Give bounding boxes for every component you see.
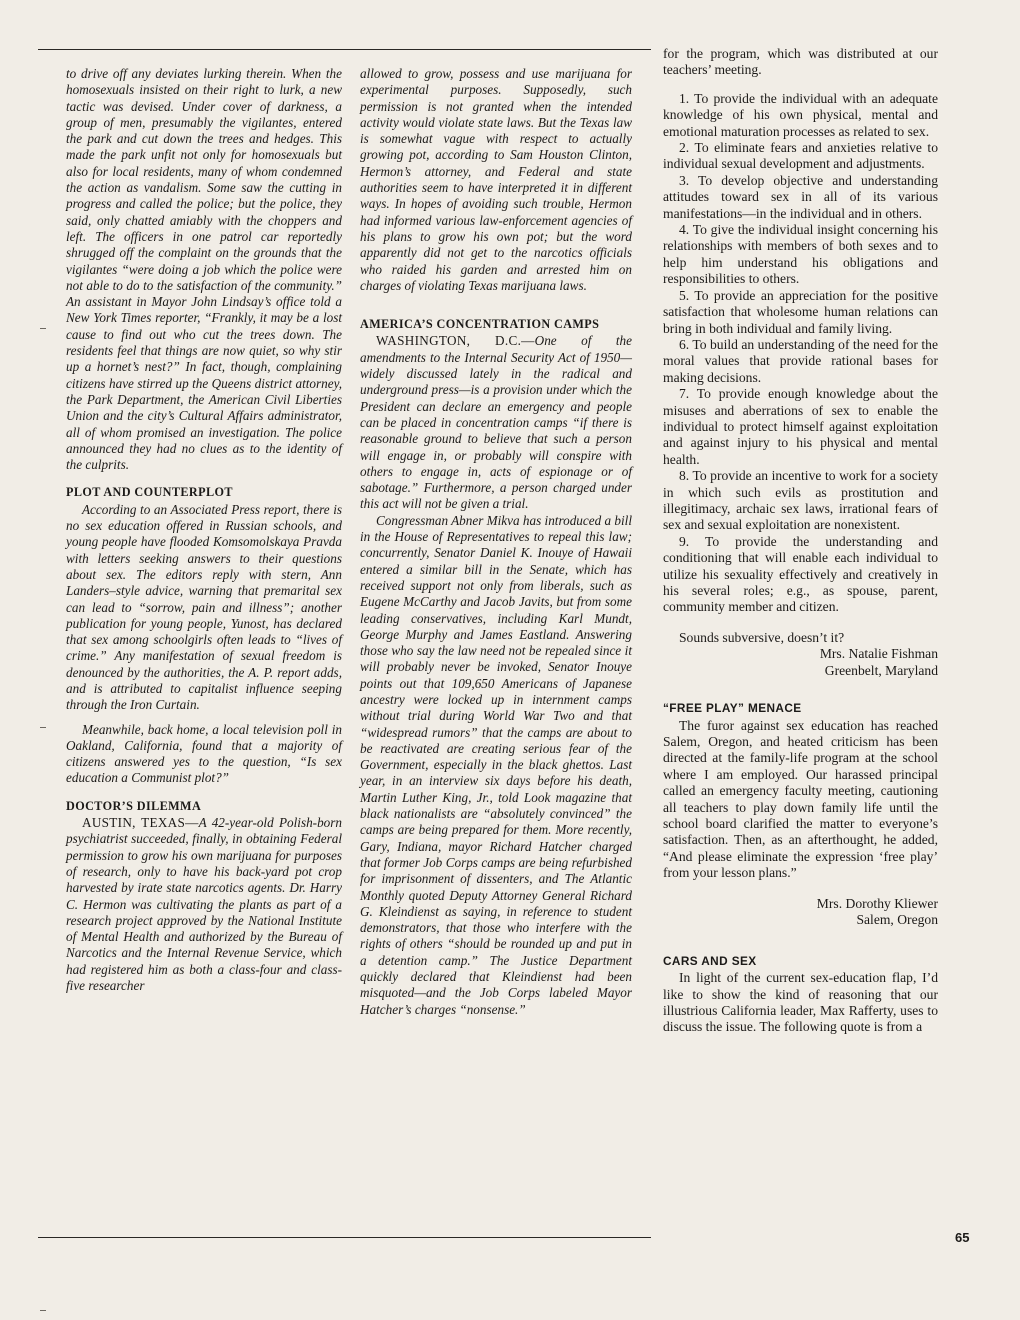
dateline-austin: AUSTIN, TEXAS— bbox=[82, 815, 199, 831]
margin-mark bbox=[40, 727, 46, 728]
camps-paragraph-1: One of the amendments to the Internal Security Act of 1950—widely discussed lately in the radical and underground press—is a provision under which the President can declare an emergency and people can be placed in concentration camps “if there is reasonable ground to believe that such a person will engage in, or probably will conspire with others to engage in, acts of espionage or of sabotage.” Furthermore, a person charged under this act will not be given a trial. bbox=[360, 333, 633, 512]
list-item: 4. To give the individual insight concerning his relationships with members of both sexes and to help him understand his obligations and responsibilities to others. bbox=[663, 222, 938, 287]
doctor-paragraph-1: A 42-year-old Polish-born psychiatrist succeeded, finally, in obtaining Federal permission to grow his own marijuana for purposes of research, only to have his back-yard pot crop harvested by irate state narcotics agents. Dr. Harry C. Hermon was cultivating the plants as part of a research project approved by the National Institute of Mental Health and authorized by the Bureau of Narcotics and the Internal Revenue Service, which had registered him as both a class-four and class-five researcher bbox=[66, 815, 342, 994]
signature-block bbox=[663, 896, 938, 929]
list-item: 7. To provide enough knowledge about the misuses and aberrations of sex to enable the individual to protect himself against exploitation and against injury to his physical and mental health. bbox=[663, 386, 938, 467]
dateline-washington: WASHINGTON, D.C.— bbox=[376, 333, 535, 349]
letter-lead: for the program, which was distributed at our teachers’ meeting. bbox=[663, 46, 938, 78]
plot-paragraph-2: Meanwhile, back home, a local television poll in Oakland, California, found that a majority of citizens answered yes to the question, “Is sex education a Communist plot?” bbox=[66, 721, 342, 786]
list-item: 9. To provide the understanding and conditioning that will enable each individual to utilize his sexuality effectively and creatively in his several roles; e.g., as spouse, parent, community member and citizen. bbox=[663, 533, 938, 615]
lead-paragraph: to drive off any deviates lurking therein. When the homosexuals insisted on their right to lurk, a new tactic was devised. Under cover of darkness, a group of men, presumably the vigilantes, entered the park and cut down the trees and hedges. This made the park unfit not only for homosexuals but also for local residents, many of whom condemned the action as vandalism. Some saw the cutting in progress and called the police; but the police, they said, only chatted amiably with the choppers and left. The officers in one patrol car reportedly shrugged off the complaint on the grounds that the vigilantes “were doing a job which the police were not able to do to the satisfaction of the community.” An assistant in Mayor John Lindsay’s office told a New York Times reporter, “Frankly, it may be a lost cause to find out who cut the trees down. The residents feel that things are now quiet, so why stir up a hornet’s nest?” In fact, though, complaining citizens have stirred up the Queens district attorney, the Park Department, the American Civil Liberties Union and the city’s Cultural Affairs administrator, all of whom promised an investigation. The police announced they had no clues as to the identity of the culprits. bbox=[66, 66, 342, 473]
column-1 bbox=[66, 66, 342, 994]
freeplay-paragraph: The furor against sex education has reached Salem, Oregon, and heated criticism has been directed at the family-life program at the school where I am employed. Our harassed principal called an emergency faculty meeting, cautioning all teachers to play down family life until the school board clarified the matter to everyone’s satisfaction. Then, as an afterthought, he added, “And please eliminate the expression ‘free play’ from your lesson plans.” bbox=[663, 717, 938, 881]
doctor-continued-paragraph: allowed to grow, possess and use marijuana for experimental purposes. Supposedly, such permission is not granted when the intended activity would violate state laws. But the Texas law is somewhat vague with respect to actually growing pot, according to Sam Houston Clinton, Hermon’s attorney, and Federal and state authorities seem to have interpreted it in different ways. In hopes of avoiding such trouble, Hermon had informed various law-enforcement agencies of his plans to grow his own pot; but the word apparently did not get to the narcotics officials who raided his garden and arrested him on charges of violating Texas marijuana laws. bbox=[360, 66, 632, 293]
section-heading-freeplay: “FREE PLAY” MENACE bbox=[663, 701, 802, 716]
cars-paragraph: In light of the current sex-education flap, I’d like to show the kind of reasoning that our illustrious California leader, Max Rafferty, uses to discuss the issue. The following quote is from a bbox=[663, 970, 938, 1035]
top-rule bbox=[38, 49, 651, 50]
section-heading-cars: CARS AND SEX bbox=[663, 953, 757, 968]
section-heading-doctor: DOCTOR’S DILEMMA bbox=[66, 798, 202, 813]
list-item: 8. To provide an incentive to work for a society in which such evils as prostitution and illegitimacy, archaic sex laws, irrational fears of sex and sexual exploitation are nonexistent. bbox=[663, 468, 938, 533]
signature-name: Mrs. Dorothy Kliewer bbox=[816, 895, 938, 911]
bottom-rule bbox=[38, 1237, 651, 1238]
signature-place: Greenbelt, Maryland bbox=[824, 662, 938, 678]
closing-remark: Sounds subversive, doesn’t it? bbox=[679, 629, 845, 645]
list-item: 1. To provide the individual with an adequate knowledge of his own physical, mental and emotional maturation processes as related to sex. bbox=[663, 90, 938, 139]
list-item: 3. To develop objective and understanding attitudes toward sex in all of its various manifestations—in the individual and in others. bbox=[663, 172, 938, 221]
column-2 bbox=[360, 66, 632, 1018]
signature-block bbox=[663, 646, 938, 679]
list-item: 5. To provide an appreciation for the positive satisfaction that wholesome human relations can bring in both individual and family living. bbox=[663, 287, 938, 336]
camps-paragraph-2: Congressman Abner Mikva has introduced a bill in the House of Representatives to repeal this law; concurrently, Senator Daniel K. Inouye of Hawaii entered a similar bill in the Senate, which has received support not only from liberals, such as Eugene McCarthy and Jacob Javits, but from some leading conservatives, including Karl Mundt, George Murphy and James Eastland. Answering those who say the law need not be repealed since it will probably never be invoked, Senator Inouye points out that 109,650 Americans of Japanese ancestry were locked up in internment camps without trial during World War Two and that “widespread rumors” that the camps are about to be reactivated are creating serious fear of the Government, especially in the black ghettos. Last year, in an interview six days before his death, Martin Luther King, Jr., told Look magazine that black nationalists are “absolutely convinced” the camps are being prepared for them. More recently, Gary, Indiana, mayor Richard Hatcher charged that former Job Corps camps are being refurbished for imprisonment of dissenters, and The Atlantic Monthly quoted Deputy Attorney General Richard G. Kleindienst as saying, in reference to student demonstrators, that those who interfere with the rights of others “should be rounded up and put in a detention camp.” The Justice Department quickly declared that Kleindienst had been misquoted—and the Job Corps labeled Mayor Hatcher’s charges “nonsense.” bbox=[360, 512, 632, 1017]
objectives-list bbox=[663, 91, 938, 616]
margin-mark bbox=[40, 328, 46, 329]
section-heading-camps: AMERICA’S CONCENTRATION CAMPS bbox=[360, 317, 600, 332]
section-heading-plot: PLOT AND COUNTERPLOT bbox=[66, 485, 233, 500]
page-number: 65 bbox=[955, 1230, 970, 1245]
list-item: 2. To eliminate fears and anxieties relative to individual sexual development and adjustments. bbox=[663, 140, 938, 172]
signature-place: Salem, Oregon bbox=[856, 912, 938, 928]
margin-mark bbox=[40, 1310, 46, 1311]
list-item: 6. To build an understanding of the need for the moral values that provide rational bases for making decisions. bbox=[663, 336, 938, 385]
column-3 bbox=[663, 46, 938, 1036]
signature-name: Mrs. Natalie Fishman bbox=[819, 646, 938, 662]
plot-paragraph-1: According to an Associated Press report, there is no sex education offered in Russian schools, and young people have flooded Komsomolskaya Pravda with letters seeking answers to their questions about sex. The editors reply with stern, Ann Landers–style advice, warning that premarital sex can lead to “sorrow, pain and illness”; another publication for young people, Yunost, has declared that sex among schoolgirls often leads to “lives of crime.” Any manifestation of sexual freedom is denounced by the authorities, the A. P. report adds, and is attributed to capitalist influence seeping through the Iron Curtain. bbox=[66, 501, 342, 713]
